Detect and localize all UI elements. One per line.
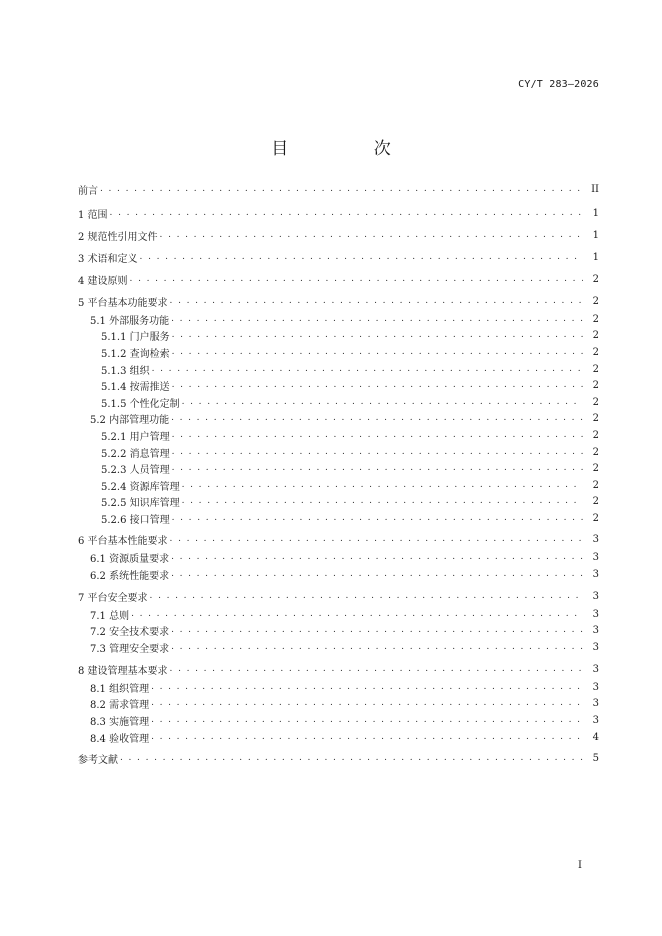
page-title: 目 次: [271, 139, 431, 159]
toc-label: 5.2.6 接口管理: [101, 514, 170, 526]
toc-label: 6.1 资源质量要求: [90, 553, 170, 565]
toc-label: 8.3 实施管理: [90, 716, 150, 728]
toc-label: 7.1 总则: [90, 610, 130, 622]
toc-page: 3: [592, 608, 599, 620]
toc-entry-7-3[interactable]: [78, 640, 599, 654]
toc-entry-6[interactable]: [78, 532, 599, 546]
toc-leader: [110, 206, 583, 220]
toc-entry-8-4[interactable]: [78, 730, 599, 744]
toc-entry-5-2-5[interactable]: [78, 494, 599, 508]
toc-leader: [172, 445, 583, 459]
toc-leader: [171, 567, 583, 581]
toc-entry-5-2-3[interactable]: [78, 461, 599, 475]
toc-page: 2: [592, 429, 599, 441]
toc-entry-5-1[interactable]: [78, 312, 599, 326]
toc-label: 6 平台基本性能要求: [78, 535, 168, 547]
toc-leader: [172, 461, 583, 475]
toc-leader: [120, 751, 583, 765]
standard-code: CY/T 283—2026: [518, 79, 599, 90]
toc-page: 2: [592, 363, 599, 375]
toc-page: 5: [592, 752, 599, 764]
toc-leader: [172, 345, 583, 359]
toc-page: 2: [592, 512, 599, 524]
toc-label: 8.4 验收管理: [90, 733, 150, 745]
toc-leader: [170, 532, 583, 546]
toc-leader: [151, 730, 583, 744]
toc-leader: [182, 494, 583, 508]
toc-entry-5-2-1[interactable]: [78, 428, 599, 442]
toc-leader: [131, 607, 583, 621]
page-number: I: [578, 860, 582, 871]
toc-label: 5.1.2 查询检索: [101, 348, 170, 360]
toc-label: 5.2.3 人员管理: [101, 464, 170, 476]
toc-label: 4 建设原则: [78, 275, 128, 287]
toc-entry-6-1[interactable]: [78, 550, 599, 564]
toc-leader: [140, 250, 583, 264]
toc-entry-7-1[interactable]: [78, 607, 599, 621]
toc-leader: [172, 511, 583, 525]
toc-leader: [170, 294, 583, 308]
toc-label: 5.1 外部服务功能: [90, 315, 170, 327]
toc-page: 3: [592, 568, 599, 580]
toc-entry-8-3[interactable]: [78, 713, 599, 727]
toc-entry-2[interactable]: [78, 228, 599, 242]
toc-entry-5[interactable]: [78, 294, 599, 308]
toc-label: 5.1.5 个性化定制: [101, 398, 180, 410]
toc-page: 2: [592, 313, 599, 325]
toc-page: 3: [592, 533, 599, 545]
toc-page: 3: [592, 624, 599, 636]
toc-page: 2: [592, 446, 599, 458]
toc-leader: [182, 478, 583, 492]
toc-label: 8.1 组织管理: [90, 683, 150, 695]
toc-leader: [171, 312, 583, 326]
toc-label: 8.2 需求管理: [90, 699, 150, 711]
toc-entry-5-1-5[interactable]: [78, 395, 599, 409]
toc-page: 2: [592, 462, 599, 474]
toc-page: 1: [592, 251, 599, 263]
toc-entry-5-2-4[interactable]: [78, 478, 599, 492]
toc-page: 3: [592, 714, 599, 726]
toc-page: 2: [592, 412, 599, 424]
toc-page: 3: [592, 697, 599, 709]
toc-entry-6-2[interactable]: [78, 567, 599, 581]
toc-entry-8[interactable]: [78, 662, 599, 676]
toc-page: 2: [592, 396, 599, 408]
toc-leader: [171, 623, 583, 637]
toc-page: 2: [592, 295, 599, 307]
toc-label: 1 范围: [78, 209, 108, 221]
toc-label: 7.2 安全技术要求: [90, 626, 170, 638]
toc-page: 3: [592, 551, 599, 563]
toc-leader: [151, 713, 583, 727]
toc-label: 5.2.5 知识库管理: [101, 497, 180, 509]
toc-entry-7[interactable]: [78, 589, 599, 603]
toc-entry-8-1[interactable]: [78, 680, 599, 694]
toc-page: 2: [592, 379, 599, 391]
toc-page: 2: [592, 329, 599, 341]
toc-leader: [172, 378, 583, 392]
toc-entry-5-2[interactable]: [78, 411, 599, 425]
toc-entry-5-2-2[interactable]: [78, 445, 599, 459]
toc-leader: [100, 182, 583, 196]
toc-page: 1: [592, 207, 599, 219]
toc-entry-3[interactable]: [78, 250, 599, 264]
toc-entry-8-2[interactable]: [78, 696, 599, 710]
toc-entry-5-2-6[interactable]: [78, 511, 599, 525]
toc-page: 3: [592, 590, 599, 602]
toc-entry-5-1-1[interactable]: [78, 328, 599, 342]
toc-entry-1[interactable]: [78, 206, 599, 220]
toc-label: 5 平台基本功能要求: [78, 297, 168, 309]
toc-page: II: [591, 183, 599, 195]
toc-label: 6.2 系统性能要求: [90, 570, 170, 582]
toc-entry-5-1-2[interactable]: [78, 345, 599, 359]
toc-page: 3: [592, 663, 599, 675]
toc-entry-4[interactable]: [78, 272, 599, 286]
toc-page: 3: [592, 641, 599, 653]
toc-entry-7-2[interactable]: [78, 623, 599, 637]
toc-page: 2: [592, 479, 599, 491]
toc-page: 1: [592, 229, 599, 241]
toc-label: 前言: [78, 185, 98, 197]
toc-label: 3 术语和定义: [78, 253, 138, 265]
toc-label: 7.3 管理安全要求: [90, 643, 170, 655]
toc-page: 2: [592, 495, 599, 507]
toc-label: 8 建设管理基本要求: [78, 665, 168, 677]
toc-label: 5.2.2 消息管理: [101, 448, 170, 460]
toc-leader: [172, 328, 583, 342]
toc-leader: [182, 395, 583, 409]
toc-label: 5.2.1 用户管理: [101, 431, 170, 443]
toc-leader: [150, 589, 583, 603]
toc-entry-references[interactable]: [78, 751, 599, 765]
toc-label: 5.1.1 门户服务: [101, 331, 170, 343]
toc-label: 5.2 内部管理功能: [90, 414, 170, 426]
toc-label: 参考文献: [78, 754, 118, 766]
toc-leader: [172, 428, 583, 442]
toc-leader: [170, 662, 583, 676]
toc-page: 2: [592, 346, 599, 358]
toc-leader: [171, 640, 583, 654]
toc-label: 5.1.3 组织: [101, 365, 150, 377]
toc-leader: [152, 362, 583, 376]
toc-entry-foreword[interactable]: [78, 182, 599, 196]
toc-leader: [130, 272, 583, 286]
toc-label: 5.1.4 按需推送: [101, 381, 170, 393]
toc-leader: [160, 228, 583, 242]
toc-leader: [151, 680, 583, 694]
toc-leader: [171, 550, 583, 564]
toc-page: 3: [592, 681, 599, 693]
table-of-contents: [78, 0, 599, 936]
toc-page: 2: [592, 273, 599, 285]
toc-entry-5-1-4[interactable]: [78, 378, 599, 392]
toc-label: 2 规范性引用文件: [78, 231, 158, 243]
toc-page: 4: [592, 731, 599, 743]
toc-label: 7 平台安全要求: [78, 592, 148, 604]
toc-entry-5-1-3[interactable]: [78, 362, 599, 376]
toc-leader: [171, 411, 583, 425]
toc-label: 5.2.4 资源库管理: [101, 481, 180, 493]
toc-leader: [151, 696, 583, 710]
